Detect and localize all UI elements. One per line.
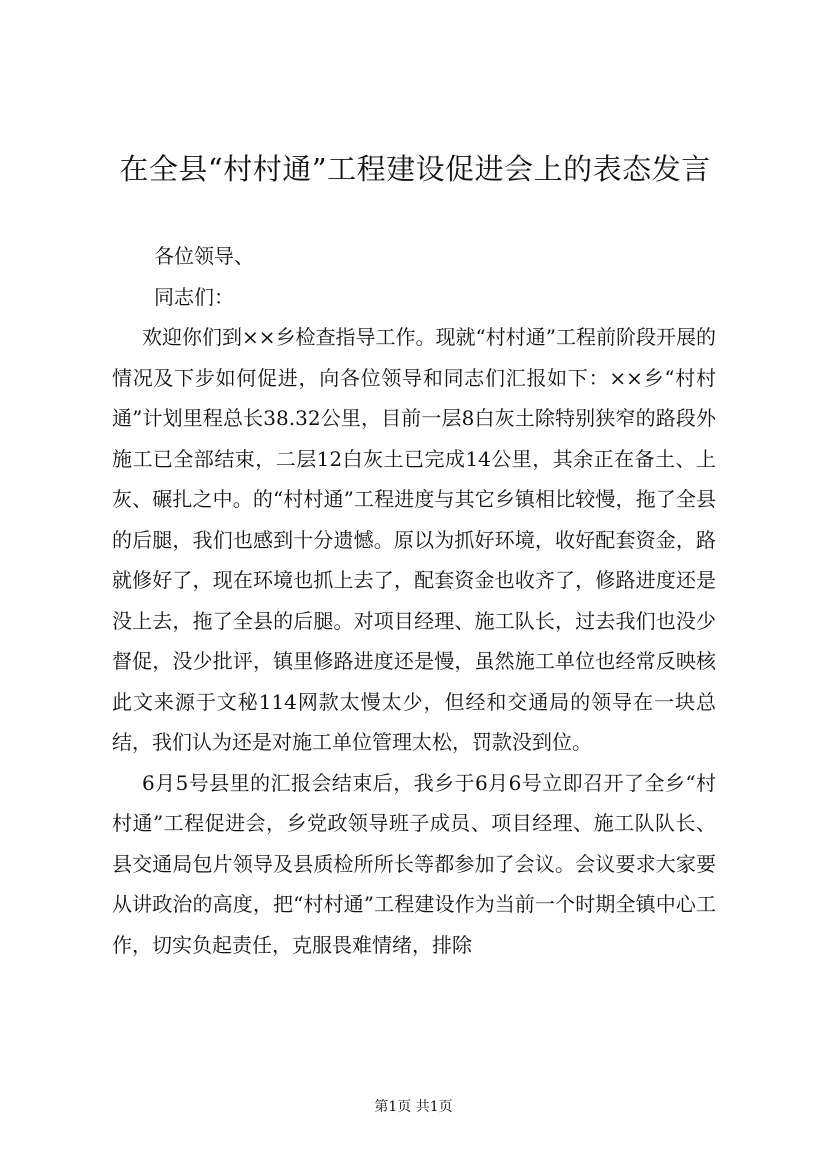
salutation-leaders: 各位领导、	[154, 244, 254, 268]
document-body	[112, 236, 716, 965]
page-number-indicator: 第1页 共1页	[374, 1099, 453, 1115]
page-footer	[0, 1098, 827, 1116]
document-title: 在全县“村村通”工程建设促进会上的表态发言	[119, 152, 711, 186]
salutation-comrades: 同志们：	[154, 284, 234, 309]
paragraph-progress-report: 欢迎你们到××乡检查指导工作。现就“村村通”工程前阶段开展的情况及下步如何促进，向各位领导和同志们汇报如下：××乡“村村通”计划里程总长38.32公里，目前一层8白灰土除特别狭窄的路段外施工已全部结束，二层12白灰土已完成14公里，其余正在备土、上灰、碾扎之中。的“村村通”工程进度与其它乡镇相比较慢，拖了全县的后腿，我们也感到十分遗憾。原以为抓好环境，收好配套资金，路就修好了，现在环境也抓上去了，配套资金也收齐了，修路进度还是没上去，拖了全县的后腿。对项目经理、施工队长，过去我们也没少督促，没少批评，镇里修路进度还是慢，虽然施工单位也经常反映核此文来源于文秘114网款太慢太少，但经和交通局的领导在一块总结，我们认为还是对施工单位管理太松，罚款没到位。	[112, 325, 716, 754]
paragraph-promotion-meeting: 6月5号县里的汇报会结束后，我乡于6月6号立即召开了全乡“村村通”工程促进会，乡党政领导班子成员、项目经理、施工队队长、县交通局包片领导及县质检所所长等都参加了会议。会议要求大家要从讲政治的高度，把“村村通”工程建设作为当前一个时期全镇中心工作，切实负起责任，克服畏难情绪，排除	[112, 770, 716, 957]
